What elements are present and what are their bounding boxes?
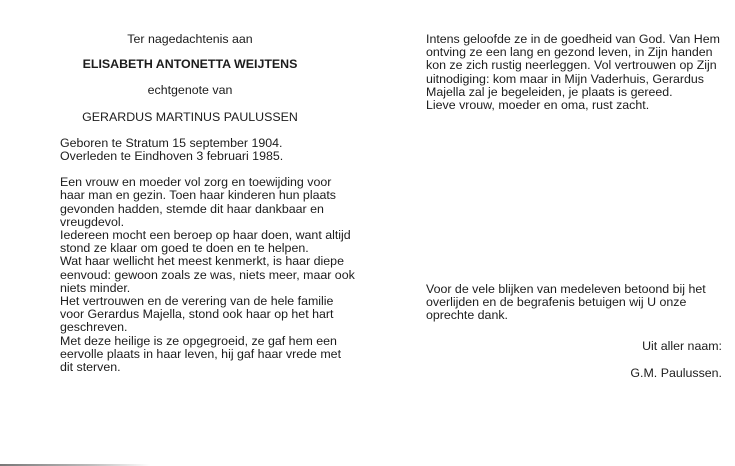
thanks-line: oprechte dank. — [426, 308, 508, 323]
faith-line: Lieve vrouw, moeder en oma, rust zacht. — [426, 98, 650, 113]
faith-line: uitnodiging: kom maar in Mijn Vaderhuis, Gerardus — [426, 71, 705, 86]
faith-line: kon ze zich rustig neerleggen. Vol vertrouwen op Zijn — [426, 58, 717, 73]
left-column — [60, 33, 370, 374]
tribute-line: Een vrouw en moeder vol zorg en toewijding voor — [60, 175, 332, 190]
tribute-line: geschreven. — [60, 320, 128, 335]
tribute-line: gevonden hadden, stemde dit haar dankbaar en — [60, 201, 324, 216]
death-line: Overleden te Eindhoven 3 februari 1985. — [60, 149, 284, 164]
tribute-paragraph — [60, 176, 370, 374]
tribute-line: Iedereen mocht een beroep op haar doen, want altijd — [60, 228, 351, 243]
tribute-line: Het vertrouwen en de verering van de hele familie — [60, 294, 334, 309]
faith-paragraph — [426, 33, 724, 112]
deceased-name: ELISABETH ANTONETTA WEIJTENS — [82, 57, 298, 72]
faith-line: Majella zal je begeleiden, je plaats is gereed. — [426, 84, 673, 99]
faith-line: Intens geloofde ze in de goedheid van God. Van Hem — [426, 32, 720, 46]
tribute-line: dit sterven. — [60, 360, 121, 375]
tribute-line: Wat haar wellicht het meest kenmerkt, is haar diepe — [60, 254, 344, 269]
signature-name: G.M. Paulussen. — [630, 366, 722, 380]
tribute-line: stond ze klaar om goed te doen en te helpen. — [60, 241, 309, 256]
life-dates — [60, 137, 370, 163]
birth-line: Geboren te Stratum 15 september 1904. — [60, 135, 283, 150]
thanks-line: Voor de vele blijken van medeleven betoond bij het — [426, 282, 706, 296]
tribute-line: eervolle plaats in haar leven, hij gaf haar vrede met — [60, 346, 342, 361]
memorial-header — [60, 33, 320, 124]
spouse-name: GERARDUS MARTINUS PAULUSSEN — [82, 109, 298, 124]
tribute-line: niets minder. — [60, 280, 131, 295]
signature-intro: Uit aller naam: — [642, 339, 722, 353]
tribute-line: eenvoud: gewoon zoals ze was, niets meer, maar ook — [60, 267, 355, 282]
faith-line: ontving ze een lang en gezond leven, in Zijn handen — [426, 45, 713, 60]
tribute-line: vreugdevol. — [60, 214, 125, 229]
tribute-line: Met deze heilige is ze opgegroeid, ze gaf hem een — [60, 333, 337, 348]
relation-text: echtgenote van — [147, 83, 233, 98]
tribute-line: haar man en gezin. Toen haar kinderen hun plaats — [60, 188, 336, 203]
thanks-line: overlijden en de begrafenis betuigen wij U onze — [426, 295, 687, 310]
intro-text: Ter nagedachtenis aan — [127, 32, 253, 46]
tribute-line: voor Gerardus Majella, stond ook haar op het hart — [60, 307, 334, 322]
thanks-paragraph — [426, 283, 724, 323]
